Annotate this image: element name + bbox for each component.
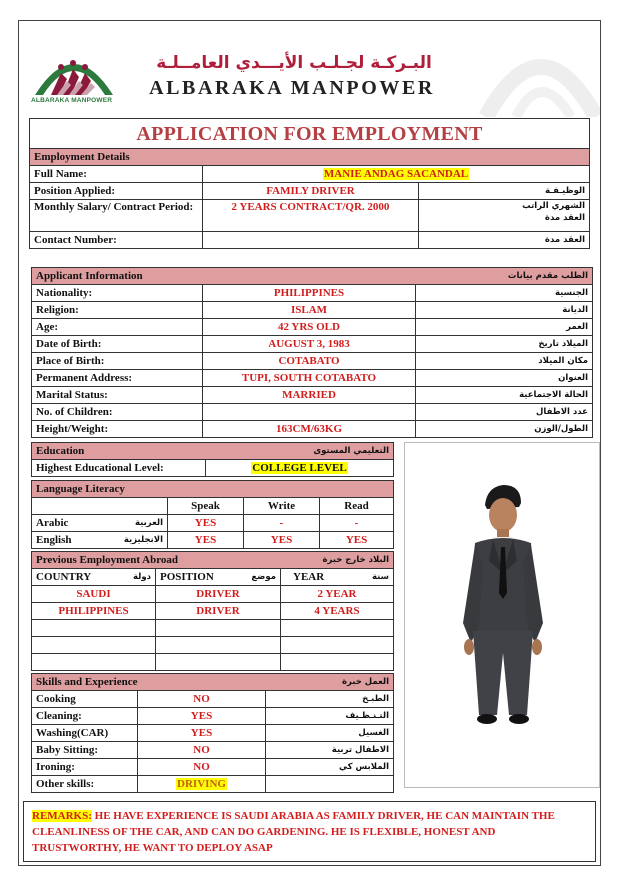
- table-row: [32, 776, 394, 793]
- previous-section-header-arabic: البلاد خارج خبرة: [281, 552, 394, 569]
- table-row: [32, 691, 394, 708]
- skills-section-header-arabic: العمل خبرة: [266, 674, 394, 691]
- applicant-field-value: [203, 404, 416, 421]
- applicant-field-value: PHILIPPINES: [203, 285, 416, 302]
- table-row: [32, 603, 394, 620]
- table-row: [32, 387, 593, 404]
- salary-value: 2 YEARS CONTRACT/QR. 2000: [203, 200, 419, 232]
- language-read-value: YES: [320, 532, 394, 549]
- skill-label-arabic: [266, 776, 394, 793]
- applicant-field-value: MARRIED: [203, 387, 416, 404]
- education-level-value: COLLEGE LEVEL: [206, 460, 394, 477]
- previous-country: [32, 637, 156, 654]
- table-row: [32, 336, 593, 353]
- language-write-value: -: [244, 515, 320, 532]
- remarks-label: REMARKS:: [32, 810, 92, 822]
- table-row: [30, 183, 590, 200]
- applicant-field-label-arabic: الطول/الوزن: [416, 421, 593, 438]
- applicant-field-value: 163CM/63KG: [203, 421, 416, 438]
- skill-label: Ironing:: [32, 759, 138, 776]
- language-speak-value: YES: [168, 515, 244, 532]
- skill-label: Cleaning:: [32, 708, 138, 725]
- table-row: [32, 285, 593, 302]
- applicant-field-value: COTABATO: [203, 353, 416, 370]
- education-section-header: Education: [32, 443, 206, 460]
- skill-label: Baby Sitting:: [32, 742, 138, 759]
- table-row: [30, 166, 590, 183]
- skill-label: Other skills:: [32, 776, 138, 793]
- education-table: [31, 442, 394, 477]
- applicant-person-photo: [405, 443, 601, 789]
- table-row: [32, 421, 593, 438]
- language-name: Arabic: [32, 515, 86, 532]
- applicant-field-label: Permanent Address:: [32, 370, 203, 387]
- previous-position: [156, 637, 281, 654]
- logo-caption: ALBARAKA MANPOWER: [31, 97, 113, 104]
- table-row: [32, 353, 593, 370]
- company-name-english: ALBARAKA MANPOWER: [149, 77, 435, 99]
- applicant-field-label: Marital Status:: [32, 387, 203, 404]
- applicant-section-header-arabic: الطلب مقدم بيانات: [416, 268, 593, 285]
- skill-label-arabic: الملابس كي: [266, 759, 394, 776]
- table-row: [32, 759, 394, 776]
- previous-position: [156, 620, 281, 637]
- skill-value: NO: [138, 691, 266, 708]
- position-value: FAMILY DRIVER: [203, 183, 419, 200]
- skill-value: YES: [138, 725, 266, 742]
- position-label-arabic: الوظيـفـة: [419, 183, 590, 200]
- table-row: [32, 586, 394, 603]
- table-row: [32, 319, 593, 336]
- table-row: [32, 532, 394, 549]
- applicant-field-label-arabic: عدد الاطفال: [416, 404, 593, 421]
- employment-details-table: [29, 118, 590, 249]
- salary-label-arabic: الشهري الراتب العقد مدة: [419, 200, 590, 232]
- skills-section-header: Skills and Experience: [32, 674, 266, 691]
- page-title: APPLICATION FOR EMPLOYMENT: [30, 119, 590, 149]
- applicant-field-label-arabic: الجنسية: [416, 285, 593, 302]
- previous-position: DRIVER: [156, 603, 281, 620]
- skill-value: DRIVING: [138, 776, 266, 793]
- contact-label: Contact Number:: [30, 232, 203, 249]
- skills-table: [31, 673, 394, 793]
- previous-year: 2 YEAR: [281, 586, 394, 603]
- table-row: [32, 460, 394, 477]
- table-row: [32, 404, 593, 421]
- applicant-field-value: 42 YRS OLD: [203, 319, 416, 336]
- remarks-box: [23, 801, 596, 862]
- applicant-field-label-arabic: الميلاد تاريخ: [416, 336, 593, 353]
- application-form: [18, 20, 601, 866]
- table-row: [32, 620, 394, 637]
- col-position-header: POSITION موضع: [156, 569, 281, 586]
- skill-label-arabic: الغسيل: [266, 725, 394, 742]
- applicant-field-label: Date of Birth:: [32, 336, 203, 353]
- applicant-field-label: No. of Children:: [32, 404, 203, 421]
- language-name-arabic: العربية: [86, 515, 168, 532]
- table-row: [32, 370, 593, 387]
- letterhead: [19, 21, 600, 115]
- language-name-arabic: الانجليزية: [86, 532, 168, 549]
- applicant-field-label: Height/Weight:: [32, 421, 203, 438]
- applicant-field-value: TUPI, SOUTH COTABATO: [203, 370, 416, 387]
- applicant-section-header: Applicant Information: [32, 268, 416, 285]
- applicant-field-label: Nationality:: [32, 285, 203, 302]
- table-row: [32, 708, 394, 725]
- previous-year: [281, 637, 394, 654]
- previous-position: DRIVER: [156, 586, 281, 603]
- contact-value: [203, 232, 419, 249]
- language-speak-value: YES: [168, 532, 244, 549]
- salary-label: Monthly Salary/ Contract Period:: [30, 200, 203, 232]
- language-col-read: Read: [320, 498, 394, 515]
- language-col-write: Write: [244, 498, 320, 515]
- skill-value: YES: [138, 708, 266, 725]
- language-write-value: YES: [244, 532, 320, 549]
- applicant-field-label-arabic: العمر: [416, 319, 593, 336]
- contact-label-arabic: العقد مدة: [419, 232, 590, 249]
- applicant-field-label-arabic: مكان الميلاد: [416, 353, 593, 370]
- education-level-label: Highest Educational Level:: [32, 460, 206, 477]
- remarks-text: HE HAVE EXPERIENCE IS SAUDI ARABIA AS FAMILY DRIVER, HE CAN MAINTAIN THE CLEANLINESS OF THE CAR, AND CAN DO GARDENING. HE IS FLEXIBLE, HONEST AND TRUSTWORTHY, HE WANT TO DEPLOY ASAP: [32, 810, 555, 854]
- full-name-value: MANIE ANDAG SACANDAL: [203, 166, 590, 183]
- previous-country: SAUDI: [32, 586, 156, 603]
- position-label: Position Applied:: [30, 183, 203, 200]
- language-col-speak: Speak: [168, 498, 244, 515]
- table-row: [32, 515, 394, 532]
- applicant-field-label: Place of Birth:: [32, 353, 203, 370]
- table-row: [30, 200, 590, 232]
- previous-employment-table: [31, 551, 394, 671]
- employment-section-header: Employment Details: [30, 149, 590, 166]
- applicant-field-label-arabic: العنوان: [416, 370, 593, 387]
- applicant-field-label-arabic: الديانة: [416, 302, 593, 319]
- previous-year: [281, 654, 394, 671]
- applicant-field-label-arabic: الحالة الاجتماعية: [416, 387, 593, 404]
- skill-label: Cooking: [32, 691, 138, 708]
- skill-label-arabic: التـنـظـيف: [266, 708, 394, 725]
- previous-year: [281, 620, 394, 637]
- skill-value: NO: [138, 759, 266, 776]
- skill-label: Washing(CAR): [32, 725, 138, 742]
- col-country-header: COUNTRY دولة: [32, 569, 156, 586]
- table-row: [30, 232, 590, 249]
- background-arch-decoration: [476, 27, 601, 117]
- applicant-field-label: Age:: [32, 319, 203, 336]
- previous-position: [156, 654, 281, 671]
- skill-label-arabic: الاطفال تربية: [266, 742, 394, 759]
- applicant-field-value: AUGUST 3, 1983: [203, 336, 416, 353]
- applicant-field-label: Religion:: [32, 302, 203, 319]
- table-row: [32, 725, 394, 742]
- language-literacy-table: [31, 480, 394, 549]
- applicant-field-value: ISLAM: [203, 302, 416, 319]
- table-row: [32, 637, 394, 654]
- previous-country: [32, 654, 156, 671]
- previous-year: 4 YEARS: [281, 603, 394, 620]
- language-read-value: -: [320, 515, 394, 532]
- skill-value: NO: [138, 742, 266, 759]
- table-row: [32, 742, 394, 759]
- previous-country: PHILIPPINES: [32, 603, 156, 620]
- col-year-header: YEAR سنة: [281, 569, 394, 586]
- previous-section-header: Previous Employment Abroad: [32, 552, 281, 569]
- previous-country: [32, 620, 156, 637]
- language-name: English: [32, 532, 86, 549]
- applicant-photo: [404, 442, 600, 788]
- language-section-header: Language Literacy: [32, 481, 394, 498]
- company-name-arabic: البـركـة لجـلـب الأيـــدي العامــلـة: [156, 53, 432, 73]
- full-name-label: Full Name:: [30, 166, 203, 183]
- education-section-header-arabic: التعليمي المستوى: [206, 443, 394, 460]
- table-row: [32, 302, 593, 319]
- skill-label-arabic: الطبـخ: [266, 691, 394, 708]
- applicant-information-table: [31, 267, 593, 438]
- table-row: [32, 654, 394, 671]
